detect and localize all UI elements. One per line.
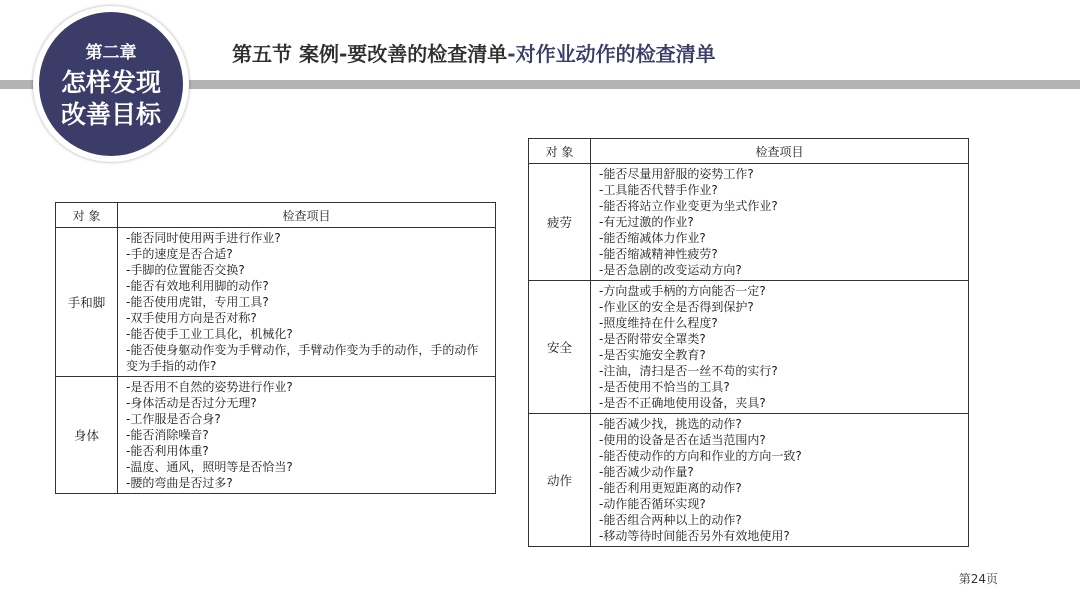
check-item: -是否不正确地使用设备，夹具? xyxy=(599,396,766,410)
chapter-badge xyxy=(33,6,189,162)
check-item: -是否实施安全教育? xyxy=(599,348,706,362)
check-item: -手的速度是否合适? xyxy=(126,247,233,261)
row-category: 身体 xyxy=(56,377,118,494)
page-title-accent: -对作业动作的检查清单 xyxy=(507,42,716,66)
check-item: -移动等待时间能否另外有效地使用? xyxy=(599,529,790,543)
chapter-title-line1: 怎样发现 xyxy=(60,67,161,97)
row-category: 手和脚 xyxy=(56,228,118,377)
check-item: -能否将站立作业变更为坐式作业? xyxy=(599,199,778,213)
check-item: -能否缩减精神性疲劳? xyxy=(599,247,718,261)
row-category: 动作 xyxy=(529,414,591,547)
table-row xyxy=(56,377,496,494)
check-item: -是否急剧的改变运动方向? xyxy=(599,263,742,277)
table-header-row xyxy=(56,203,496,228)
check-item: -能否使动作的方向和作业的方向一致? xyxy=(599,449,802,463)
check-item: -能否减少找，挑选的动作? xyxy=(599,417,742,431)
header-check-items: 检查项目 xyxy=(591,139,969,164)
row-items xyxy=(591,281,969,414)
check-item: -能否减少动作量? xyxy=(599,465,694,479)
chapter-title-line2: 改善目标 xyxy=(60,99,161,129)
check-item: -照度维持在什么程度? xyxy=(599,316,718,330)
check-item: -双手使用方向是否对称? xyxy=(126,311,257,325)
row-category: 安全 xyxy=(529,281,591,414)
chapter-number: 第二章 xyxy=(85,42,137,63)
check-item: -能否消除噪音? xyxy=(126,428,209,442)
row-category: 疲劳 xyxy=(529,164,591,281)
table-row xyxy=(529,414,969,547)
check-item: -方向盘或手柄的方向能否一定? xyxy=(599,284,766,298)
checklist-table-left xyxy=(55,202,496,494)
check-item: -身体活动是否过分无理? xyxy=(126,396,257,410)
header-object: 对 象 xyxy=(56,203,118,228)
page-title xyxy=(232,38,716,67)
check-item: -使用的设备是否在适当范围内? xyxy=(599,433,766,447)
check-item: -工作服是否合身? xyxy=(126,412,221,426)
chapter-badge-circle xyxy=(39,12,183,156)
check-item: -工具能否代替手作业? xyxy=(599,183,718,197)
check-item: -有无过激的作业? xyxy=(599,215,694,229)
row-items xyxy=(591,164,969,281)
checklist-table-right xyxy=(528,138,969,547)
row-items xyxy=(591,414,969,547)
table-row xyxy=(56,228,496,377)
row-items xyxy=(118,228,496,377)
check-item: -能否利用体重? xyxy=(126,444,209,458)
check-item: -能否使用虎钳，专用工具? xyxy=(126,295,269,309)
check-item: -是否使用不恰当的工具? xyxy=(599,380,730,394)
header-check-items: 检查项目 xyxy=(118,203,496,228)
table-header-row xyxy=(529,139,969,164)
check-item: -动作能否循环实现? xyxy=(599,497,706,511)
check-item: -手脚的位置能否交换? xyxy=(126,263,245,277)
check-item: -作业区的安全是否得到保护? xyxy=(599,300,754,314)
table-row xyxy=(529,164,969,281)
check-item: -能否利用更短距离的动作? xyxy=(599,481,742,495)
header-object: 对 象 xyxy=(529,139,591,164)
check-item: -注油，清扫是否一丝不苟的实行? xyxy=(599,364,778,378)
check-item: -能否组合两种以上的动作? xyxy=(599,513,742,527)
check-item: -是否附带安全罩类? xyxy=(599,332,706,346)
table-row xyxy=(529,281,969,414)
row-items xyxy=(118,377,496,494)
check-item: -能否同时使用两手进行作业? xyxy=(126,231,281,245)
check-item: -能否有效地利用脚的动作? xyxy=(126,279,269,293)
page-title-main: 第五节 案例-要改善的检查清单 xyxy=(232,42,508,66)
check-item: -腰的弯曲是否过多? xyxy=(126,476,233,490)
check-item: -能否使手工业工具化，机械化? xyxy=(126,327,293,341)
page-number: 第24页 xyxy=(958,572,998,586)
check-item: -能否尽量用舒服的姿势工作? xyxy=(599,167,754,181)
check-item: -是否用不自然的姿势进行作业? xyxy=(126,380,293,394)
check-item: -能否缩减体力作业? xyxy=(599,231,706,245)
check-item: -温度、通风，照明等是否恰当? xyxy=(126,460,293,474)
check-item: -能否使身躯动作变为手臂动作，手臂动作变为手的动作，手的动作变为手指的动作? xyxy=(126,343,479,373)
